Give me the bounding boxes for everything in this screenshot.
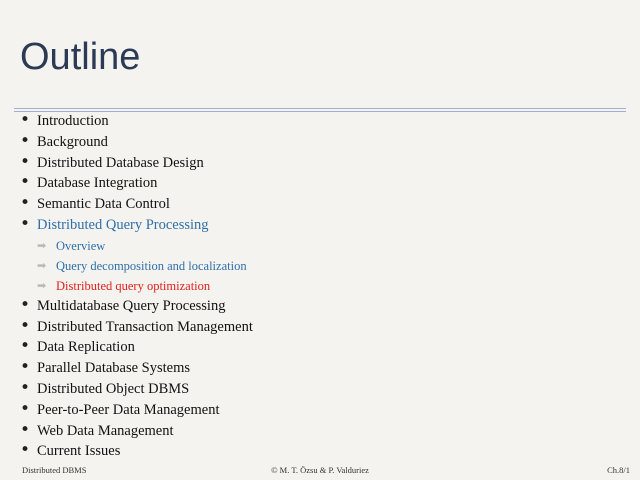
bullet-icon: • (20, 130, 31, 151)
outline-item-label: Current Issues (37, 443, 121, 460)
outline-item-label: Multidatabase Query Processing (37, 297, 226, 314)
bullet-icon: • (20, 357, 31, 378)
outline-item-label: Distributed Database Design (37, 154, 204, 171)
outline-item-introduction (0, 111, 640, 132)
outline-item-current-issues (0, 441, 640, 462)
arrow-right-icon: ➡ (37, 258, 47, 272)
outline-item-label: Database Integration (37, 175, 158, 192)
bullet-icon: • (20, 315, 31, 336)
outline-item-label: Parallel Database Systems (37, 360, 191, 377)
outline-item-label: Peer-to-Peer Data Management (37, 401, 220, 418)
outline-item-label: Distributed Object DBMS (37, 380, 190, 397)
bullet-icon: • (20, 419, 31, 440)
bullet-icon: • (20, 398, 31, 419)
outline-item-label: Data Replication (37, 339, 135, 356)
outline-item-distributed-transaction-management (0, 317, 640, 338)
bullet-icon: • (20, 110, 31, 130)
outline-subitem-distributed-query-optimization (0, 276, 640, 296)
bullet-icon: • (20, 440, 31, 461)
arrow-right-icon: ➡ (37, 278, 47, 292)
bullet-icon: • (20, 193, 31, 214)
slide-footer (0, 465, 640, 479)
outline-item-multidatabase-query-processing (0, 296, 640, 317)
outline-subitem-query-decomposition (0, 256, 640, 276)
outline-item-semantic-data-control (0, 194, 640, 215)
outline-list (0, 111, 640, 462)
footer-copyright: © M. T. Özsu & P. Valduriez (271, 465, 369, 475)
outline-item-web-data-management (0, 421, 640, 442)
outline-subitem-overview (0, 236, 640, 256)
bullet-icon: • (20, 151, 31, 172)
arrow-right-icon: ➡ (37, 238, 47, 252)
outline-subitem-label: Overview (56, 238, 106, 253)
outline-item-data-replication (0, 337, 640, 358)
bullet-icon: • (20, 377, 31, 398)
outline-subitem-label: Query decomposition and localization (56, 258, 247, 273)
outline-item-label: Distributed Transaction Management (37, 318, 253, 335)
outline-item-distributed-query-processing (0, 215, 640, 236)
outline-item-label: Semantic Data Control (37, 196, 170, 213)
footer-course-name: Distributed DBMS (22, 465, 87, 475)
outline-item-background (0, 132, 640, 153)
outline-item-parallel-database-systems (0, 358, 640, 379)
outline-item-label: Web Data Management (37, 422, 174, 439)
outline-item-distributed-database-design (0, 153, 640, 174)
bullet-icon: • (20, 213, 31, 234)
outline-item-database-integration (0, 173, 640, 194)
bullet-icon: • (20, 336, 31, 357)
bullet-icon: • (20, 294, 31, 315)
title-divider-top (14, 108, 626, 109)
footer-page-number: Ch.8/1 (607, 465, 630, 475)
outline-item-label: Distributed Query Processing (37, 216, 209, 233)
outline-item-peer-to-peer-data-management (0, 400, 640, 421)
outline-subitem-label: Distributed query optimization (56, 278, 211, 293)
outline-item-label: Introduction (37, 113, 109, 129)
slide-title: Outline (20, 36, 141, 78)
outline-item-label: Background (37, 133, 108, 150)
outline-item-distributed-object-dbms (0, 379, 640, 400)
bullet-icon: • (20, 172, 31, 193)
